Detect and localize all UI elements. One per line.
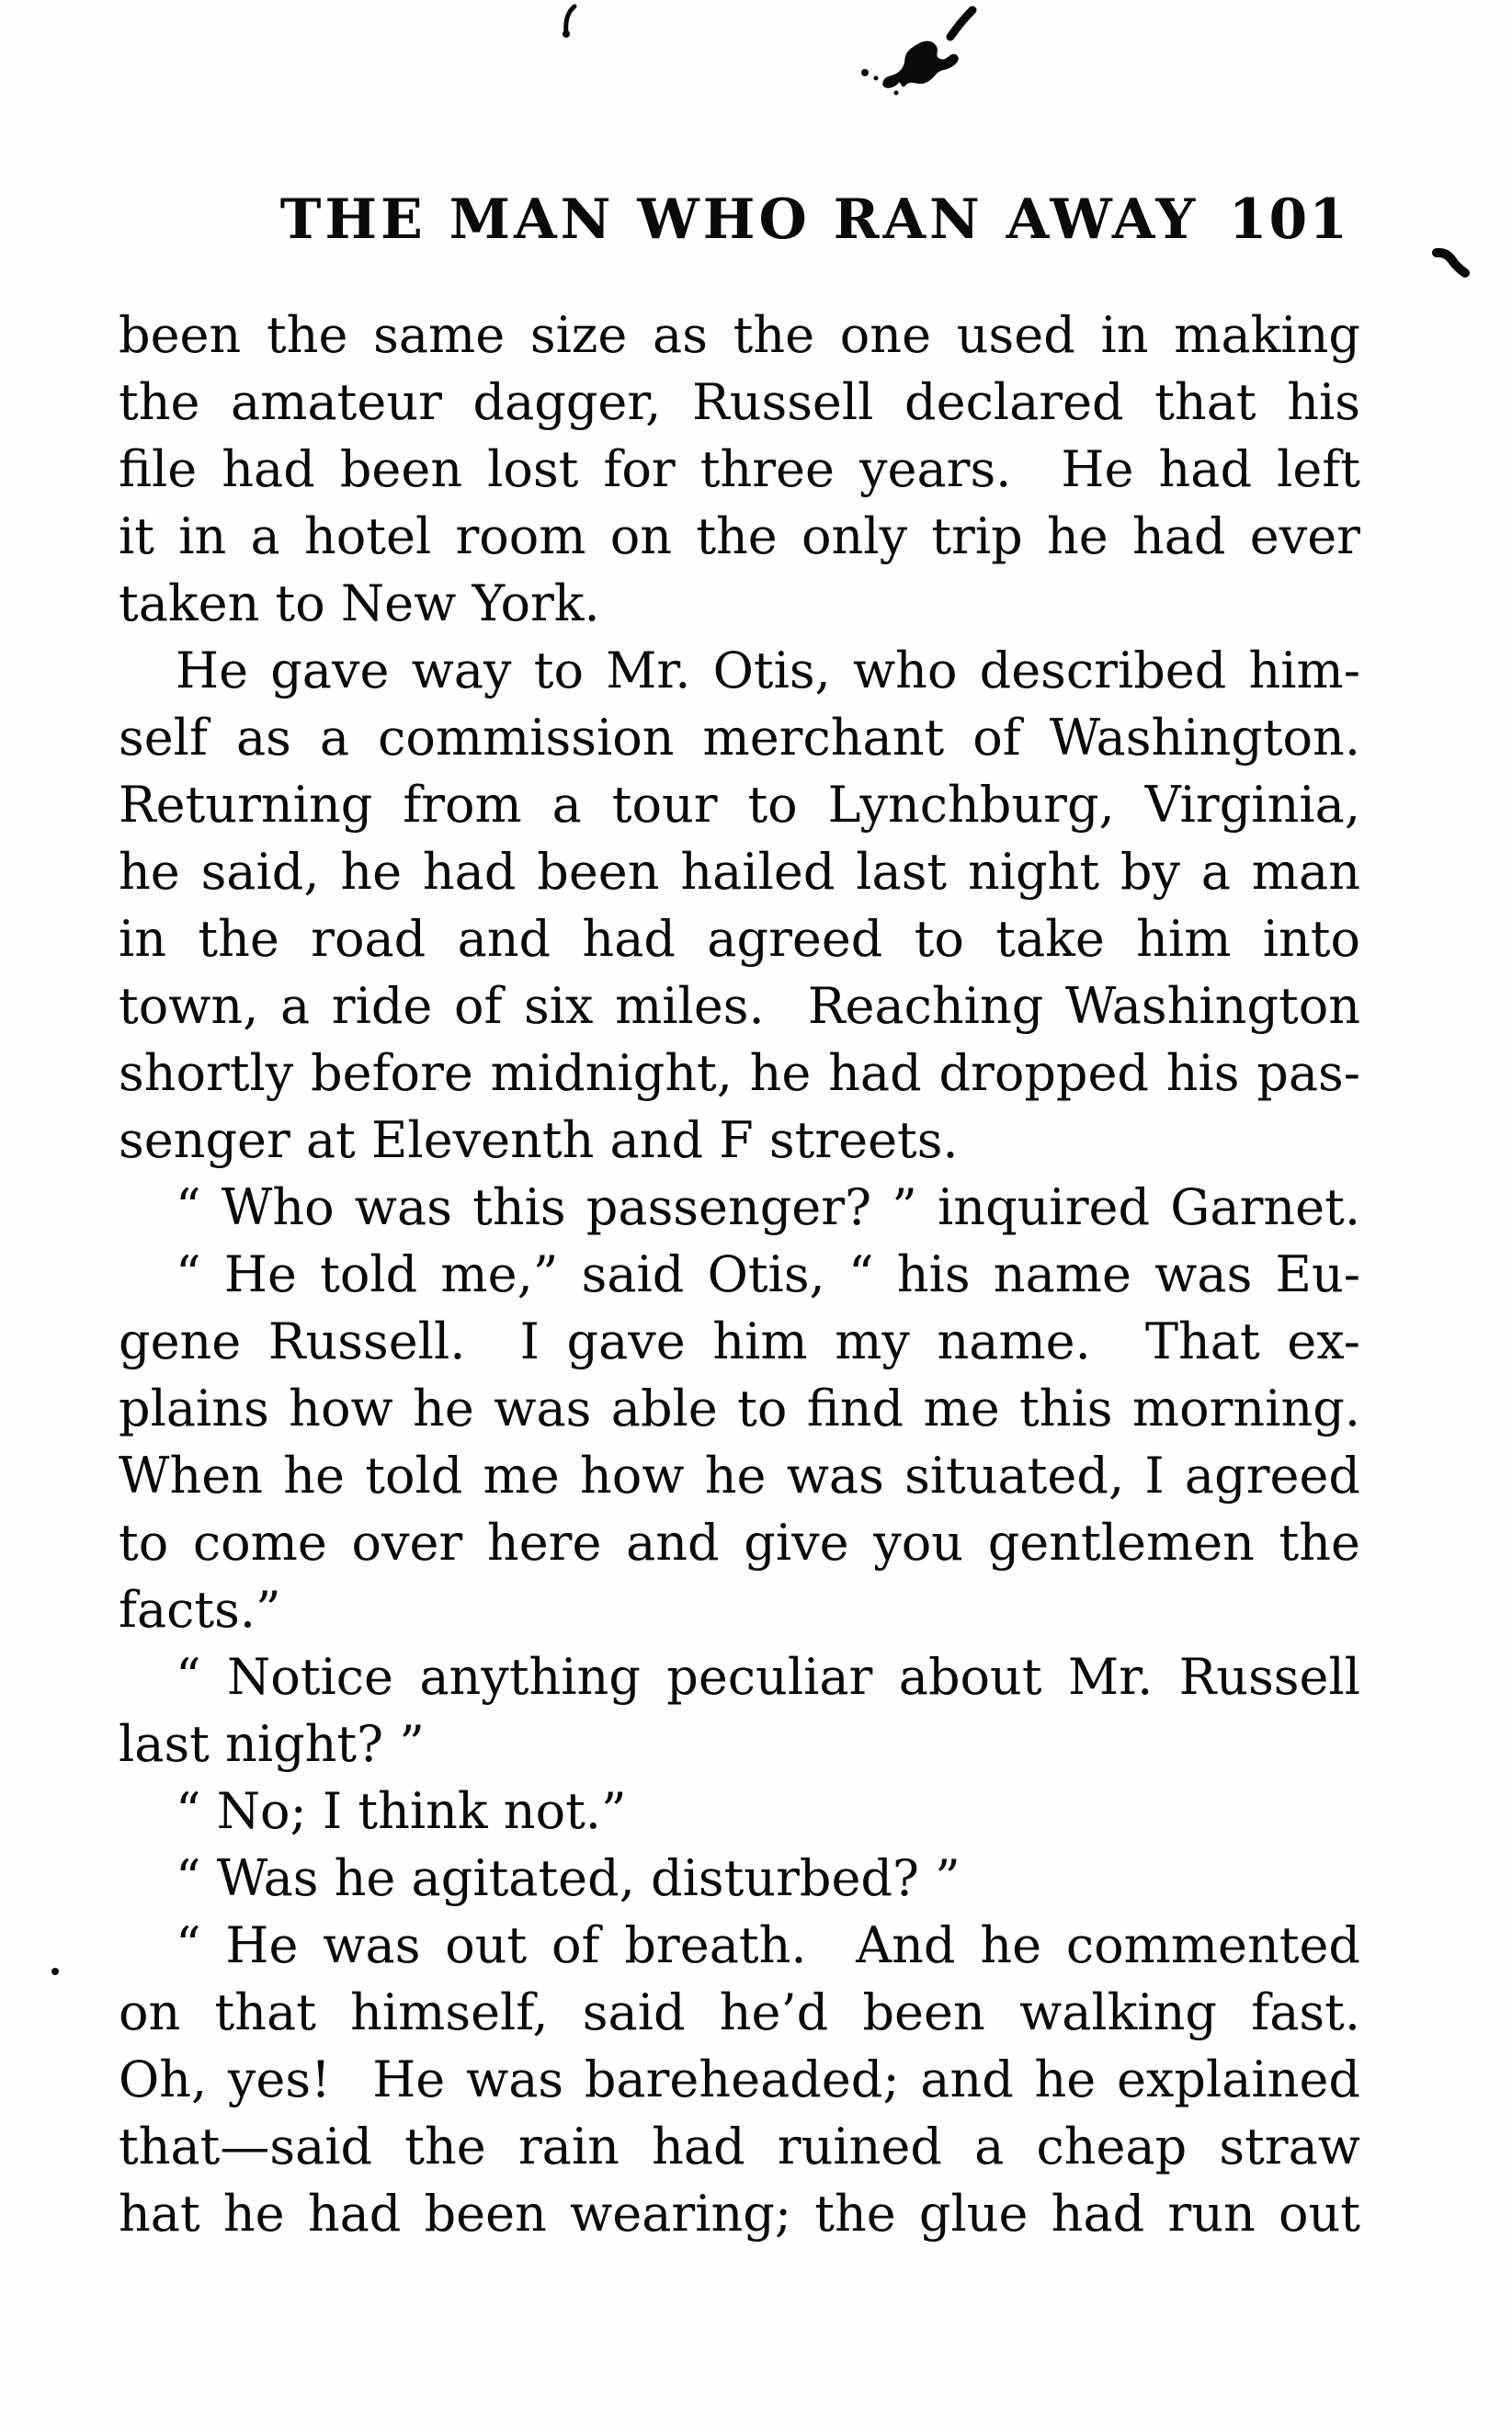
text-line: on that himself, said he’d been walking fast. xyxy=(119,1983,1360,2041)
text-line: “ He was out of breath. And he commented xyxy=(176,1916,1360,1974)
ink-blot-squiggle-mark xyxy=(844,4,995,97)
text-line: hat he had been wearing; the glue had run out xyxy=(119,2185,1360,2243)
page-number: 101 xyxy=(1228,187,1349,252)
margin-speck-dot-mark xyxy=(48,1964,63,1979)
text-line: Oh, yes! He was bareheaded; and he explained xyxy=(119,2050,1360,2108)
text-line: that—said the rain had ruined a cheap straw xyxy=(119,2118,1360,2175)
text-line: it in a hotel room on the only trip he had ever xyxy=(119,507,1360,565)
text-line: in the road and had agreed to take him into xyxy=(119,910,1360,968)
text-line: “ Who was this passenger? ” inquired Garnet. xyxy=(176,1178,1360,1236)
text-line: Returning from a tour to Lynchburg, Virginia, xyxy=(119,776,1360,834)
text-line: “ Notice anything peculiar about Mr. Russell xyxy=(176,1648,1360,1706)
text-line: shortly before midnight, he had dropped his pas- xyxy=(119,1044,1360,1102)
text-line: plains how he was able to find me this morning. xyxy=(119,1380,1360,1437)
text-line: the amateur dagger, Russell declared that his xyxy=(119,373,1360,431)
text-line: to come over here and give you gentlemen the xyxy=(119,1514,1360,1572)
text-line: last night? ” xyxy=(119,1715,425,1773)
text-line: senger at Eleventh and F streets. xyxy=(119,1111,959,1169)
text-line: “ Was he agitated, disturbed? ” xyxy=(176,1849,961,1907)
text-line: “ No; I think not.” xyxy=(176,1782,627,1840)
diagonal-ink-dash-mark xyxy=(1432,246,1471,281)
text-line: file had been lost for three years. He had left xyxy=(119,440,1360,498)
text-line: been the same size as the one used in making xyxy=(119,306,1360,364)
text-line: facts.” xyxy=(119,1581,281,1639)
text-line: gene Russell. I gave him my name. That ex- xyxy=(119,1312,1360,1370)
text-line: he said, he had been hailed last night by a man xyxy=(119,843,1360,901)
text-line: self as a commission merchant of Washington. xyxy=(119,709,1360,767)
text-line: taken to New York. xyxy=(119,574,600,632)
text-line: town, a ride of six miles. Reaching Washington xyxy=(119,977,1360,1035)
text-line: When he told me how he was situated, I agreed xyxy=(119,1447,1360,1505)
apostrophe-ink-mark xyxy=(556,4,580,42)
body-text xyxy=(119,301,1360,2247)
text-line: He gave way to Mr. Otis, who described him- xyxy=(176,642,1360,699)
page-header xyxy=(119,187,1360,257)
text-line: “ He told me,” said Otis, “ his name was Eu- xyxy=(176,1245,1360,1303)
running-title: THE MAN WHO RAN AWAY xyxy=(279,187,1199,252)
